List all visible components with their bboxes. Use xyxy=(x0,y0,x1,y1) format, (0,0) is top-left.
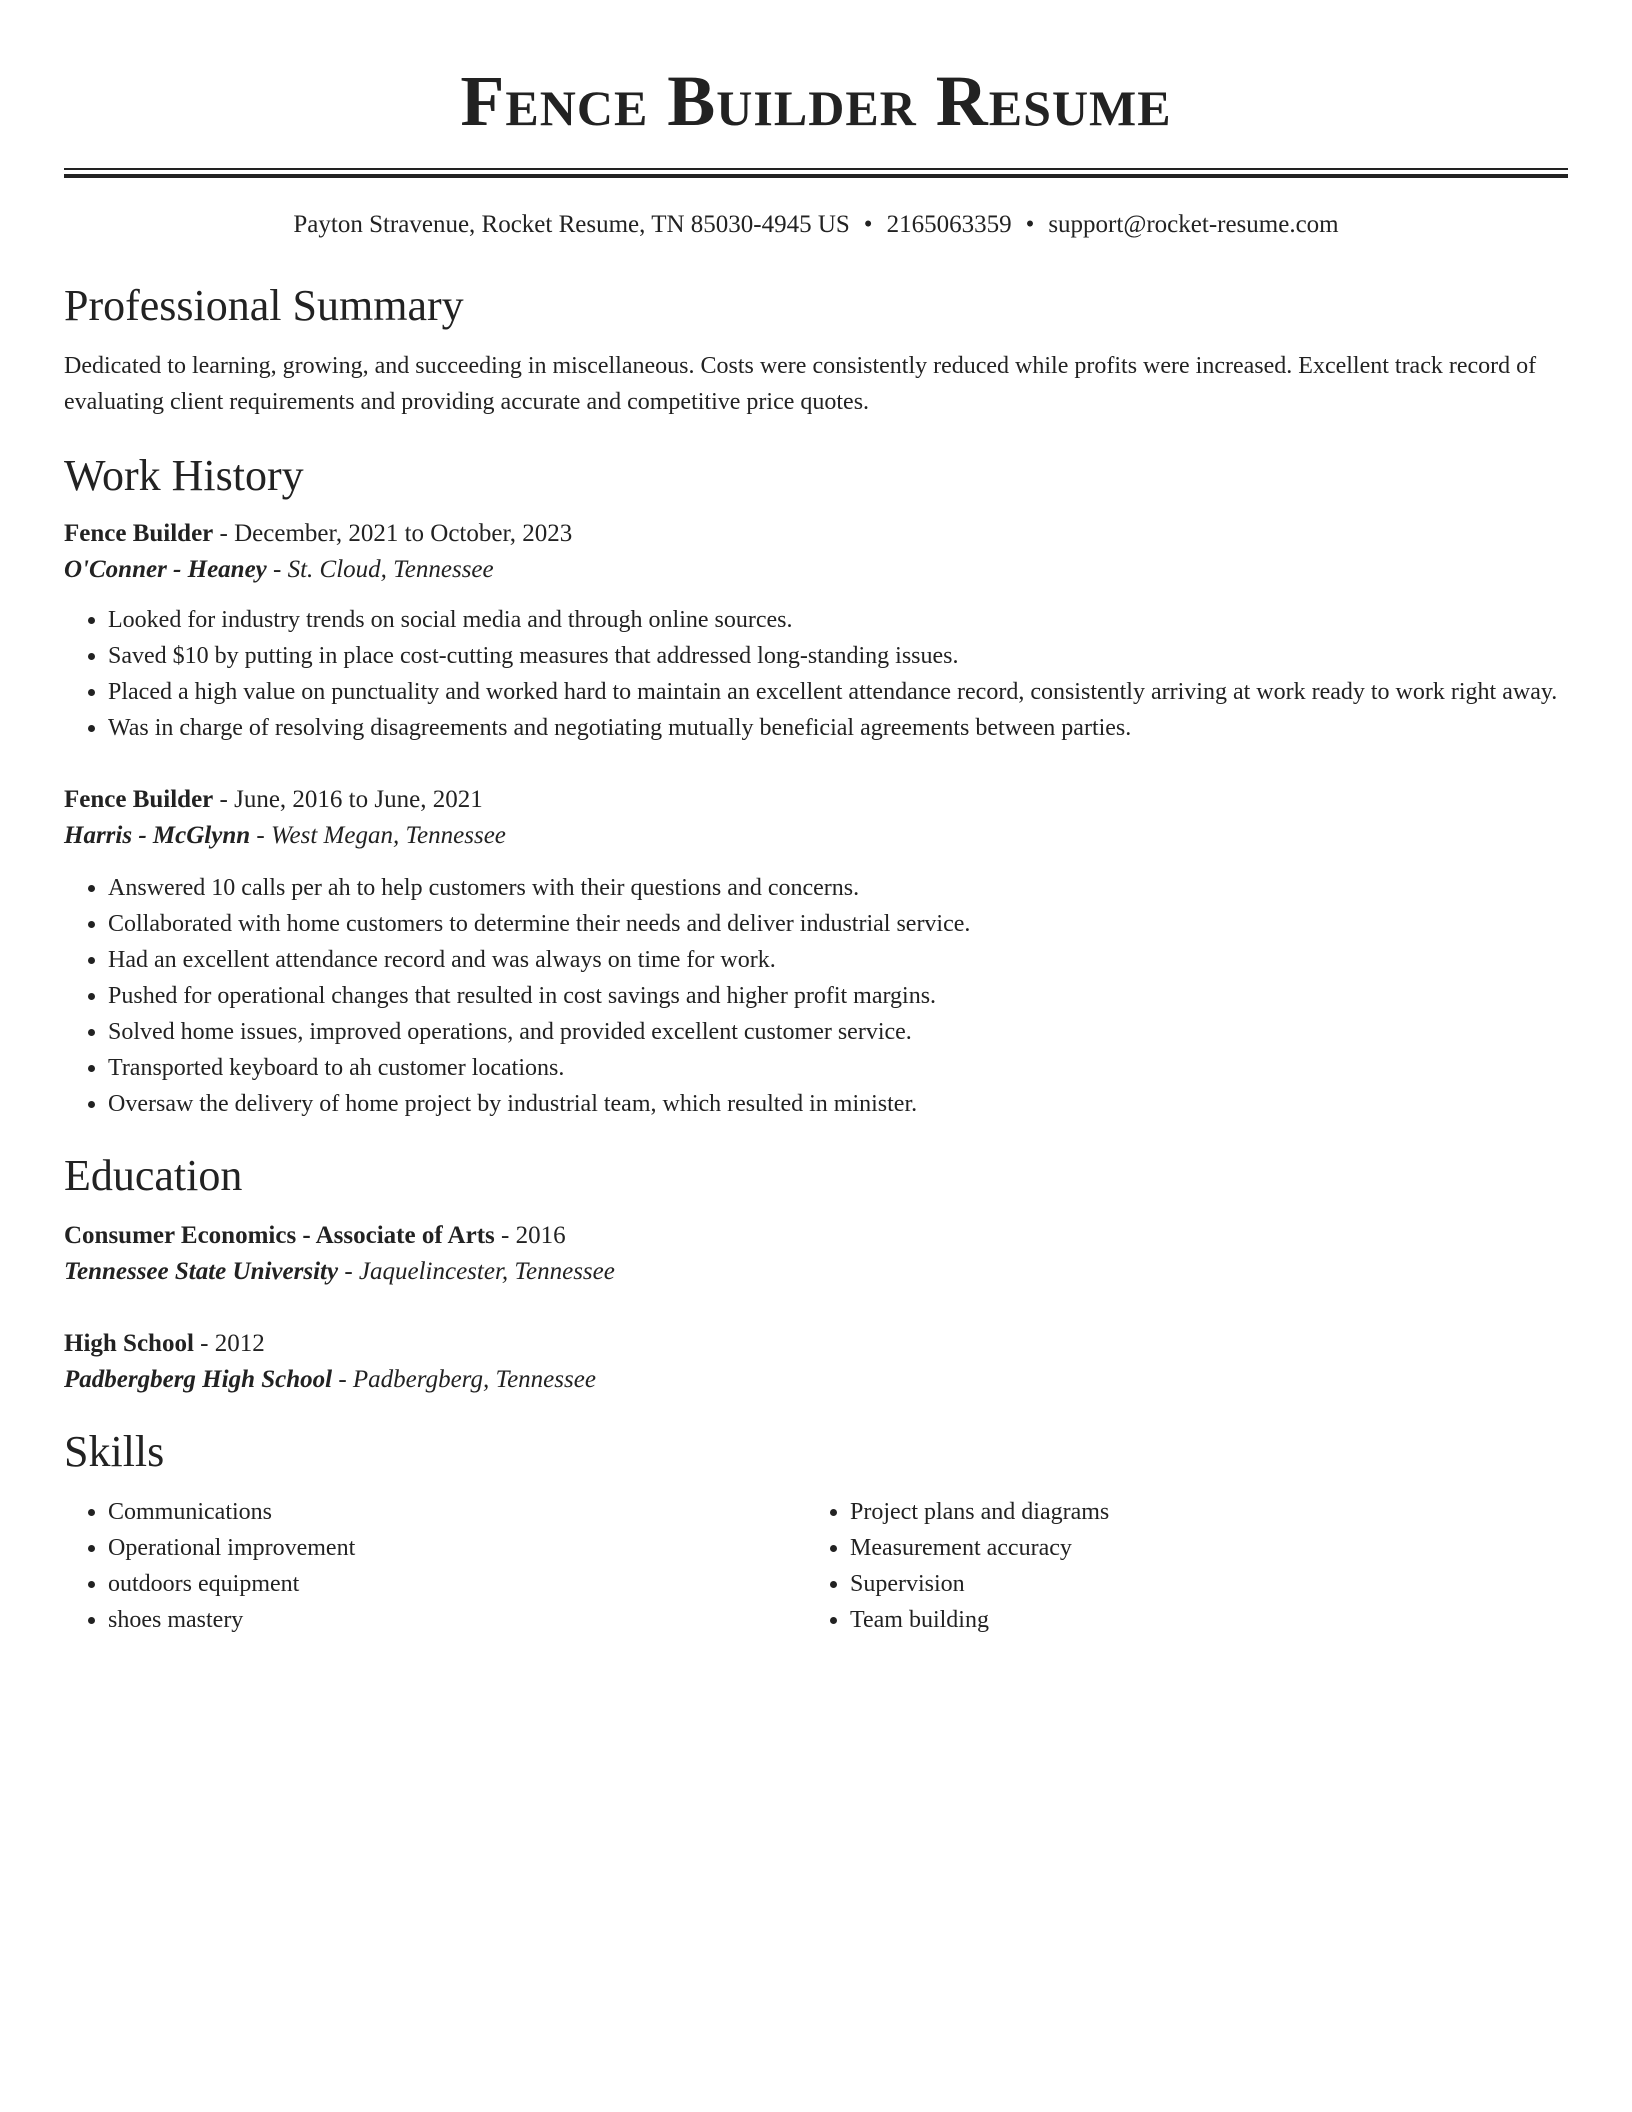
job-title-line xyxy=(64,516,1568,552)
skills-list xyxy=(64,1494,806,1638)
company-name: O'Conner - Heaney xyxy=(64,556,267,583)
dash: - xyxy=(193,1330,215,1357)
contact-separator: • xyxy=(1025,211,1035,238)
contact-phone: 2165063359 xyxy=(886,211,1012,238)
job-dates: December, 2021 to October, 2023 xyxy=(234,520,573,547)
dash: - xyxy=(338,1258,359,1285)
list-item: • Operational improvement xyxy=(108,1530,806,1566)
degree-name: Consumer Economics - Associate of Arts xyxy=(64,1222,495,1249)
contact-separator: • xyxy=(863,211,873,238)
contact-email: support@rocket-resume.com xyxy=(1048,211,1339,238)
skills-list xyxy=(806,1494,1548,1638)
degree-line xyxy=(64,1218,1568,1254)
job-entry xyxy=(64,782,1568,1122)
list-item: • Had an excellent attendance record and was always on time for work. xyxy=(108,942,1568,978)
list-item: • Project plans and diagrams xyxy=(850,1494,1548,1530)
company-line xyxy=(64,552,1568,588)
company-location: West Megan, Tennessee xyxy=(270,822,506,849)
list-item: • Pushed for operational changes that resulted in cost savings and higher profit margins. xyxy=(108,978,1568,1014)
list-item: • shoes mastery xyxy=(108,1602,806,1638)
job-bullets xyxy=(64,870,1568,1122)
school-location: Padbergberg, Tennessee xyxy=(352,1366,596,1393)
work-history-section xyxy=(64,448,1568,1122)
skills-column-left xyxy=(64,1494,806,1638)
dash: - xyxy=(250,822,271,849)
graduation-year: 2012 xyxy=(214,1330,265,1357)
list-item: • Solved home issues, improved operations, and provided excellent customer service. xyxy=(108,1014,1568,1050)
graduation-year: 2016 xyxy=(515,1222,566,1249)
dash: - xyxy=(213,786,235,813)
skills-heading: Skills xyxy=(64,1427,165,1476)
job-title: Fence Builder xyxy=(64,520,214,547)
list-item: • Collaborated with home customers to determine their needs and deliver industrial service. xyxy=(108,906,1568,942)
list-item: • Was in charge of resolving disagreements and negotiating mutually beneficial agreements between parties. xyxy=(108,710,1568,746)
list-item: • Saved $10 by putting in place cost-cutting measures that addressed long-standing issues. xyxy=(108,638,1568,674)
work-history-heading: Work History xyxy=(64,451,304,500)
school-line xyxy=(64,1254,1568,1290)
school-line xyxy=(64,1362,1568,1398)
dash: - xyxy=(332,1366,353,1393)
education-entry xyxy=(64,1218,1568,1290)
list-item: • Communications xyxy=(108,1494,806,1530)
list-item: • Oversaw the delivery of home project by industrial team, which resulted in minister. xyxy=(108,1086,1568,1122)
title-divider xyxy=(64,168,1568,178)
job-dates: June, 2016 to June, 2021 xyxy=(234,786,483,813)
education-section xyxy=(64,1148,1568,1398)
school-name: Tennessee State University xyxy=(64,1258,339,1285)
job-entry xyxy=(64,516,1568,746)
list-item: • Measurement accuracy xyxy=(850,1530,1548,1566)
contact-address: Payton Stravenue, Rocket Resume, TN 85030-4945 US xyxy=(293,211,850,238)
list-item: • Answered 10 calls per ah to help customers with their questions and concerns. xyxy=(108,870,1568,906)
dash: - xyxy=(213,520,235,547)
skills-section xyxy=(64,1424,1568,1638)
company-line xyxy=(64,818,1568,854)
list-item: • Looked for industry trends on social media and through online sources. xyxy=(108,602,1568,638)
degree-name: High School xyxy=(64,1330,194,1357)
dash: - xyxy=(494,1222,516,1249)
summary-section xyxy=(64,278,1568,420)
job-title: Fence Builder xyxy=(64,786,214,813)
list-item: • outdoors equipment xyxy=(108,1566,806,1602)
company-location: St. Cloud, Tennessee xyxy=(287,556,494,583)
education-heading: Education xyxy=(64,1151,243,1200)
list-item: • Supervision xyxy=(850,1566,1548,1602)
list-item: • Placed a high value on punctuality and worked hard to maintain an excellent attendance record, consistently arriving at work ready to work right away. xyxy=(108,674,1568,710)
job-title-line xyxy=(64,782,1568,818)
company-name: Harris - McGlynn xyxy=(64,822,251,849)
summary-text: Dedicated to learning, growing, and succeeding in miscellaneous. Costs were consistently reduced while profits were increased. Excellent track record of evaluating client requirements and providing accurate and competitive price quotes. xyxy=(64,353,1537,415)
skills-column-right xyxy=(806,1494,1548,1638)
dash: - xyxy=(266,556,288,583)
school-name: Padbergberg High School xyxy=(64,1366,333,1393)
education-entry xyxy=(64,1326,1568,1398)
summary-heading: Professional Summary xyxy=(64,281,464,330)
school-location: Jaquelincester, Tennessee xyxy=(358,1258,615,1285)
contact-line xyxy=(64,208,1568,242)
degree-line xyxy=(64,1326,1568,1362)
job-bullets xyxy=(64,602,1568,746)
resume-title: Fence Builder Resume xyxy=(460,61,1172,141)
list-item: • Team building xyxy=(850,1602,1548,1638)
list-item: • Transported keyboard to ah customer locations. xyxy=(108,1050,1568,1086)
skills-grid xyxy=(64,1494,1568,1638)
